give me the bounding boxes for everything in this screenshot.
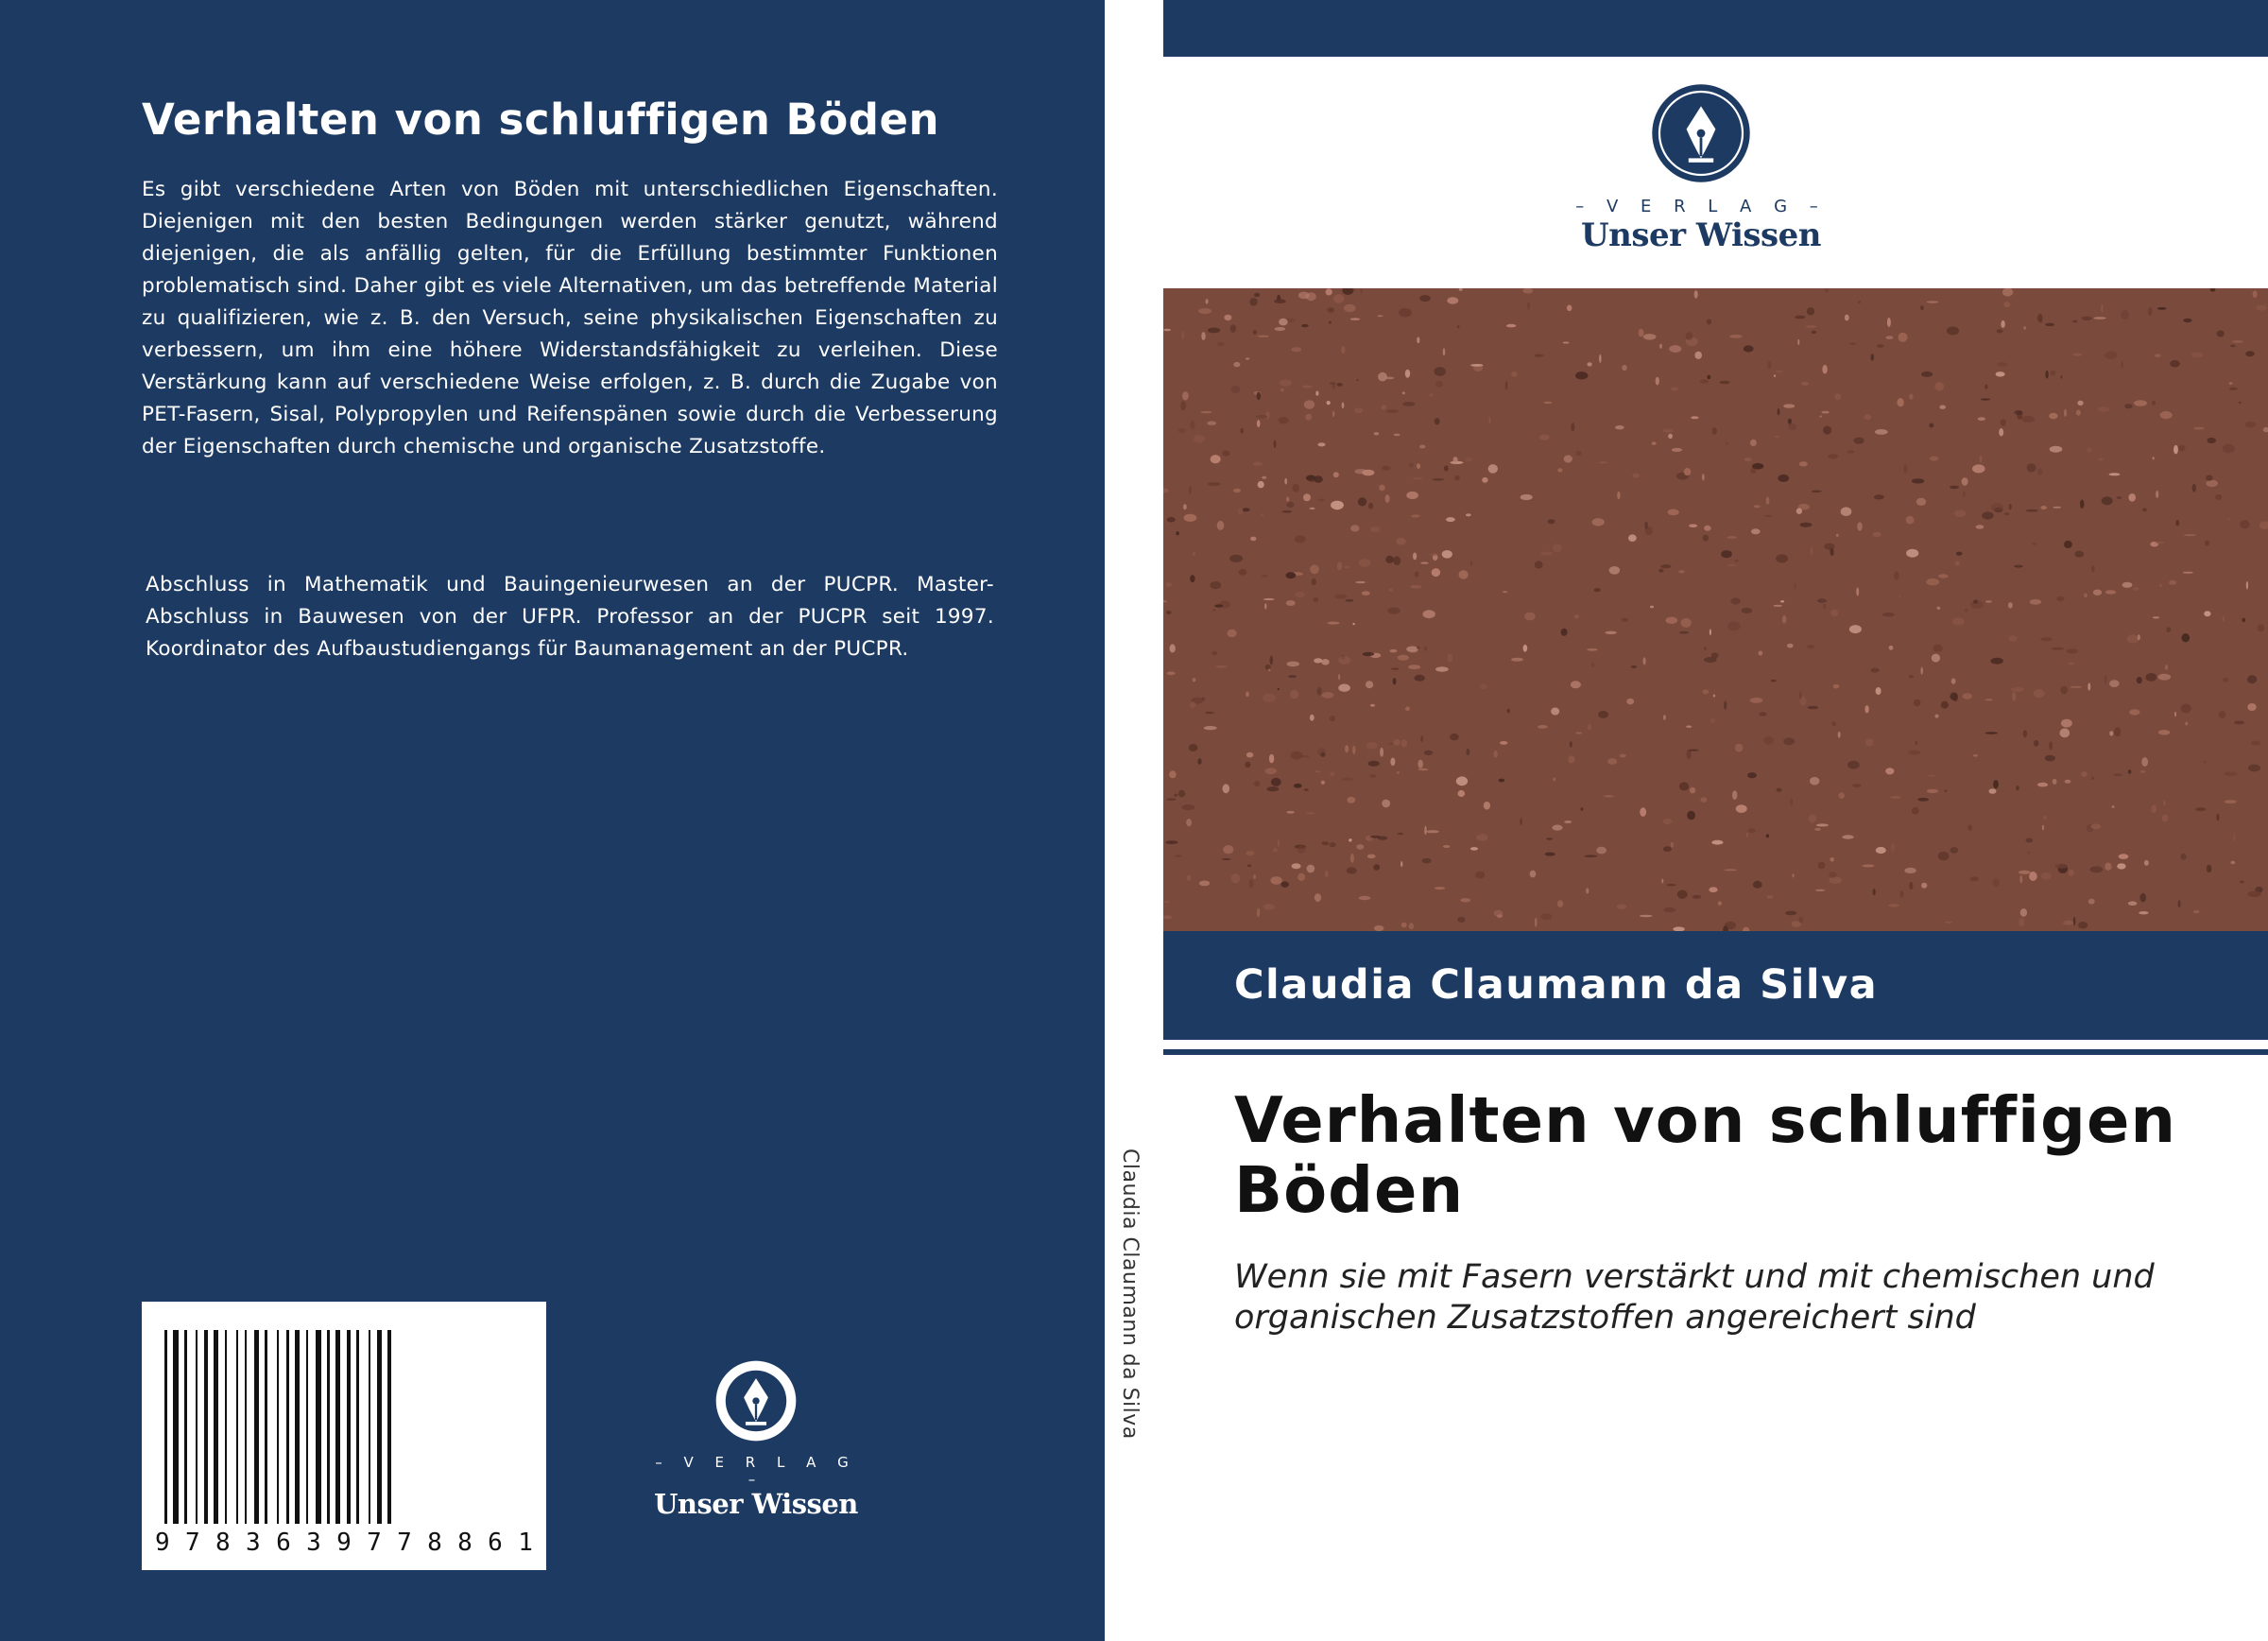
isbn-number [155,1529,533,1557]
barcode-bar [295,1330,300,1524]
barcode-bar [254,1330,259,1524]
barcode-bar [265,1330,267,1524]
barcode-bar [356,1330,359,1524]
publisher-verlag-label: – V E R L A G – [655,1454,857,1488]
barcode-bar [387,1330,391,1524]
back-cover-title: Verhalten von schluffigen Böden [142,95,940,145]
barcode-bar [369,1330,370,1524]
barcode-bar [245,1330,247,1524]
barcode-bar [347,1330,351,1524]
barcode-bar [236,1330,238,1524]
publisher-logo-back [643,1357,869,1520]
publisher-name: Unser Wissen [654,1488,858,1520]
isbn-digit: 3 [246,1529,261,1557]
isbn-digit: 7 [367,1529,382,1557]
publisher-name: Unser Wissen [1580,216,1822,254]
soil-photo [1163,288,2268,931]
barcode-bar [204,1330,208,1524]
spine-author: Claudia Claumann da Silva [1118,1149,1142,1440]
barcode-bar [225,1330,227,1524]
barcode-bar [306,1330,308,1524]
fountain-pen-nib-icon [1649,81,1753,185]
publisher-verlag-label: – V E R L A G – [1575,197,1827,216]
barcode-bar [335,1330,340,1524]
soil-texture-image [1163,288,2268,931]
barcode-bar [173,1330,179,1524]
author-bio: Abschluss in Mathematik und Bauingenieurwesen an der PUCPR. Master-Abschluss in Bauwesen von der UFPR. Professor an der PUCPR seit 1997. Koordinator des Aufbaustudiengangs für Baumanagement an der PUCPR. [146,573,994,661]
barcode-bar [327,1330,330,1524]
divider [1163,1049,2268,1055]
back-cover [0,0,1105,1641]
front-author-name: Claudia Claumann da Silva [1234,961,1879,1009]
barcode-bar [277,1330,279,1524]
front-cover-subtitle: Wenn sie mit Fasern verstärkt und mit chemischen und organischen Zusatzstoffen angereichert sind [1234,1258,2155,1337]
isbn-digit: 7 [185,1529,200,1557]
barcode-bar [286,1330,289,1524]
isbn-digit: 6 [276,1529,291,1557]
isbn-digit: 7 [397,1529,412,1557]
isbn-digit: 9 [155,1529,170,1557]
barcode-bar [164,1330,167,1524]
barcode-bar [214,1330,218,1524]
front-top-bar [1163,0,2268,57]
isbn-digit: 9 [336,1529,352,1557]
isbn-digit: 8 [427,1529,442,1557]
author-band [1163,931,2268,1040]
barcode-bar [377,1330,382,1524]
isbn-digit: 3 [306,1529,321,1557]
barcode-bar [196,1330,198,1524]
book-blurb: Es gibt verschiedene Arten von Böden mit unterschiedlichen Eigenschaften. Diejenigen mit den besten Bedingungen werden stärker genutzt, während diejenigen, die als anfällig gelten, für die Erfüllung bestimmter Funktionen problematisch sind. Daher gibt es viele Alternativen, um das betreffende Material zu qualifizieren, wie z. B. den Versuch, seine physikalischen Eigenschaften zu verbessern, um ihm eine höhere Widerstandsfähigkeit zu verleihen. Diese Verstärkung kann auf verschiedene Weise erfolgen, z. B. durch die Zugabe von PET-Fasern, Sisal, Polypropylen und Reifenspänen sowie durch die Verbesserung der Eigenschaften durch chemische und organische Zusatzstoffe. [142,178,998,458]
barcode-bar [316,1330,321,1524]
publisher-logo-front [1550,81,1852,254]
isbn-barcode [142,1302,546,1570]
isbn-digit: 8 [457,1529,472,1557]
isbn-digit: 1 [518,1529,533,1557]
fountain-pen-nib-icon [713,1357,799,1444]
front-cover-title: Verhalten von schluffigen Böden [1234,1083,2177,1227]
barcode-bars [164,1330,524,1524]
isbn-digit: 8 [215,1529,231,1557]
isbn-digit: 6 [488,1529,503,1557]
barcode-bar [184,1330,187,1524]
